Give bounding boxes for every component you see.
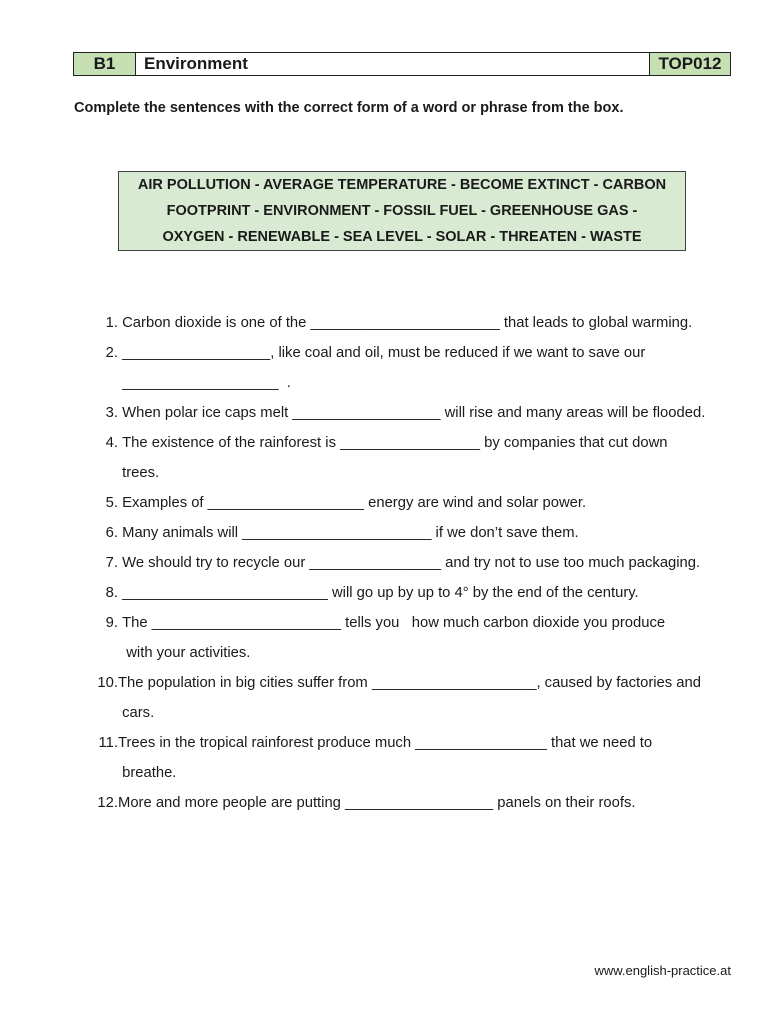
sentence-number: 6.: [105, 525, 118, 541]
worksheet-code: TOP012: [649, 53, 730, 75]
sentence-text: _________________________ will go up by up to 4° by the end of the century.: [118, 585, 639, 601]
sentence-text: The existence of the rainforest is _________________ by companies that cut down: [118, 435, 668, 451]
sentence-item: [88, 398, 738, 428]
sentence-text: with your activities.: [118, 645, 251, 661]
word-box: [118, 171, 686, 251]
sentence-list: [88, 308, 738, 818]
sentence-number: 10.: [97, 675, 118, 691]
sentence-text: We should try to recycle our ________________ and try not to use too much packaging.: [118, 555, 701, 571]
sentence-item: [88, 338, 738, 368]
worksheet-header: [73, 52, 731, 76]
sentence-text: Many animals will _______________________ if we don’t save them.: [118, 525, 579, 541]
sentence-text: ___________________ .: [118, 375, 291, 391]
sentence-number: [88, 758, 118, 788]
worksheet-title: Environment: [136, 53, 649, 75]
sentence-number: 3.: [105, 405, 118, 421]
footer-url: www.english-practice.at: [594, 963, 731, 978]
sentence-number: 7.: [105, 555, 118, 571]
sentence-number: 1.: [105, 315, 118, 331]
word-box-line-2: FOOTPRINT - ENVIRONMENT - FOSSIL FUEL - GREENHOUSE GAS -: [166, 203, 638, 219]
word-box-line-1: AIR POLLUTION - AVERAGE TEMPERATURE - BECOME EXTINCT - CARBON: [137, 177, 667, 193]
sentence-text: cars.: [118, 705, 155, 721]
sentence-item: [88, 788, 738, 818]
sentence-item: [88, 308, 738, 338]
sentence-number: 2.: [105, 345, 118, 361]
sentence-item: [88, 578, 738, 608]
sentence-text: breathe.: [118, 765, 177, 781]
sentence-number: 8.: [105, 585, 118, 601]
sentence-number: 12.: [97, 795, 118, 811]
sentence-text: Examples of ___________________ energy are wind and solar power.: [118, 495, 587, 511]
sentence-item: [88, 638, 738, 668]
sentence-item: [88, 458, 738, 488]
sentence-number: 11.: [98, 735, 118, 751]
sentence-item: [88, 368, 738, 398]
sentence-number: 4.: [105, 435, 118, 451]
sentence-item: [88, 488, 738, 518]
sentence-text: More and more people are putting __________________ panels on their roofs.: [118, 795, 636, 811]
sentence-number: 5.: [105, 495, 118, 511]
sentence-number: [88, 368, 118, 398]
sentence-number: 9.: [105, 615, 118, 631]
sentence-number: [88, 638, 118, 668]
sentence-text: When polar ice caps melt __________________ will rise and many areas will be flooded.: [118, 405, 706, 421]
sentence-item: [88, 728, 738, 758]
sentence-number: [88, 698, 118, 728]
level-badge: B1: [74, 53, 136, 75]
sentence-text: trees.: [118, 465, 160, 481]
sentence-item: [88, 518, 738, 548]
sentence-item: [88, 428, 738, 458]
sentence-item: [88, 548, 738, 578]
sentence-text: __________________, like coal and oil, must be reduced if we want to save our: [118, 345, 646, 361]
word-box-line-3: OXYGEN - RENEWABLE - SEA LEVEL - SOLAR - THREATEN - WASTE: [162, 229, 642, 245]
sentence-item: [88, 698, 738, 728]
sentence-text: The population in big cities suffer from ____________________, caused by factories and: [118, 675, 701, 691]
sentence-item: [88, 608, 738, 638]
sentence-item: [88, 668, 738, 698]
sentence-item: [88, 758, 738, 788]
sentence-text: Carbon dioxide is one of the _______________________ that leads to global warming.: [118, 315, 693, 331]
sentence-text: The _______________________ tells you how much carbon dioxide you produce: [118, 615, 666, 631]
instruction-text: Complete the sentences with the correct form of a word or phrase from the box.: [74, 100, 624, 116]
sentence-number: [88, 458, 118, 488]
sentence-text: Trees in the tropical rainforest produce much ________________ that we need to: [118, 735, 653, 751]
